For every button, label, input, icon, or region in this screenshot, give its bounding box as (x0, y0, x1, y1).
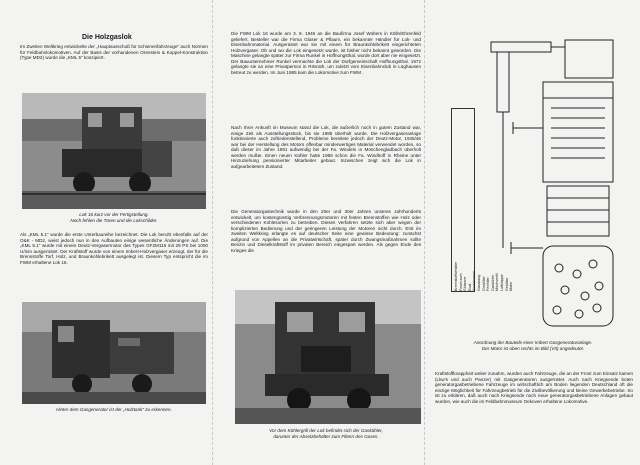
technology-paragraph: Die Generatorgastechnik wurde in den 20er und 30er Jahren unseres Jahrhunderts entwickelt, um kostengünstig Verbrennungsmotoren mit festen Brennstoffen wie Holz oder verschiedenen Kohlesorten zu betreiben. Dieses Verfahren setzte sich aber wegen der komplizierten Bedienung und der geringeren Leistung der Motoren nicht durch. Erst im zweiten Weltkrieg erlangte es auf deutscher Seite eine gewisse Bedeutung: zunächst aufgrund von Appellen an die Privatwirtschaft, später durch Zwangsmaßnahmen sollte Benzin und Dieselkraftstoff im privaten Bereich eingespart werden. Als gegen Ende des Krieges die (231, 209, 421, 253)
panel-left (0, 0, 212, 465)
legend-item: Gebläse (504, 277, 509, 291)
restoration-paragraph: Nach Ihrer Ankunft im Museum stand die Lok, die äußerlich noch in gutem Zustand war, einige Zeit als Ausstellungsstück, bis sie 1985 überholt wurde. Die Holzvergaseranlage funktionierte auch zufriedenstellend, Probleme bereitete jedoch der Deutz-Motor, 1945/46 war bei der Herstellung des Motors offenbar minderwertiges Material verwendet worden, so daß dieser im Jahre 1991 aufwendig bei der Fa. Windeln in Mönchengladbach überholt werden mußte. Einen neuen Kühler hatte 1986 schon die Fa. Windhoff in Rheine unter Hinzuziehung pensionierter Mitarbeiter gebaut. Inzwischen zeigt sich die Lok in aufgearbeitetem Zustand. (231, 125, 421, 169)
legend-item: Brennstoffbehälter (454, 261, 458, 291)
diagram-caption-line2: Der Motor ist oben rechts im Bild (VII) angedeutet. (481, 345, 585, 351)
legend-item: Gaskühler (490, 274, 495, 291)
photo-lok16-construction (22, 93, 206, 209)
photo-holztank (22, 302, 206, 404)
photo-caption-3-line1: Vor dem Kühlergrill der Lok befindet sich der Gaskühler, (269, 428, 383, 433)
page-title: Die Holzgaslok (82, 34, 132, 41)
legend-item: Rost (467, 283, 472, 291)
photo-caption-1-line2: Noch fehlen die Türen und die Lokschilder. (70, 217, 158, 223)
intro-paragraph: Im Zweiten Weltkrieg entwickelte der „Hauptausschuß für Schienenfahrzeuge“ auch Normen für Feldbahnlokomotiven. Auf der Basis der vorhandenen Orenstein & Koppel-Konstruktion (Type MD2) wurde die „KML 5“ konzipiert. (20, 44, 208, 61)
photo-caption-2: Hinter dem Gasgenerator ist der „Holztank“ zu erkennen. (56, 407, 172, 412)
history-paragraph: Die FWM Lok 16 wurde am 3. 9. 1946 an die Baufirma Josef Wolters in Kölln/Ehrenfeld geliefert. Besteller war die Firma Glaser & Pflaum, ein bekannter Händler für Lok- und Eisenbahnmaterial. Ausgerüstet war sie mit einem für Braunkohlebrikett eingerichteten Holzvergaser. Ob und wo die Lok eingesetzt wurde, ist bisher nicht bekannt geworden. Die Maschine gelangte später zur Firma Runkel in Hoffnungsthal, wurde dort aber nie eingesetzt. Der Bauunternehmer Runkel vermachte die Lok der Dorfgemeinschaft Hoffnungsthal. 1972 gelangte sie an eine Privatperson in Rösrath, um zuletzt vom Eisenbahnclub in Lüghausen betreut zu werden. Im Juni 1985 kam die Lokomotive zum FWM . (231, 31, 421, 75)
body-paragraph: Als „KML 5.1“ wurde die erste Unterbaureihe bezeichnet. Die Lok beruht ebenfalls auf der O&K - MD2, weist jedoch nun in den Aufbauten einige wesentliche Änderungen auf. Die „KML 5.1“ wurde mit einem Deutz-Vergasermotor des Types GF2M115 mit 25 PS bei 1000 U/min ausgerüstet. Der Kraftstoff wurde von einem Imbert-Holzvergaser erzeugt, der für die Brennstoffe Torf, Holz, und Braunkohlebrikett ausgelegt ist. Diesem Typ entspricht die im FWM erhaltene Lok 16. (20, 232, 208, 265)
photo-caption-3 (231, 428, 421, 439)
legend-item: Luftklappe (499, 274, 504, 291)
legend-item: Motor (509, 281, 514, 291)
legend-item: Aschenraum (472, 270, 477, 291)
legend-item: Mischventil (495, 273, 500, 291)
diagram-caption-line1: Anordnung der Bauteile einer Imbert Gasgeneratoranlage. (473, 340, 593, 345)
postwar-paragraph: Kraftstoffknappheit weiter zunahm, wurden auch Fahrzeuge, die an der Front zum Einsatz kamen (Lkw's und auch Panzer) mit Gasgeneratoren ausgerüstet. Auch nach Kriegsende boten generatorgasbetriebene Fahrzeuge im wirtschaftlich am Boden liegenden Deutschland oft die einzige Möglichkeit für Fahrzeugbetrieb für die Zivilbevölkerung und kleine Gewerbebetriebe. So ist zu erklären, daß auch nach Kriegsende noch neue generatorgasbetriebene Anlagen gebaut wurden, wie auch die im Feldbahnmuseum Oekoven erhaltene Lokomotive. (435, 371, 633, 404)
photo-caption-1 (20, 212, 208, 223)
diagram-caption (433, 340, 633, 351)
legend-item: Glutzone (463, 276, 468, 291)
panel-middle (212, 0, 424, 465)
legend-item: Feuerraum (458, 273, 463, 291)
legend-item: Grobfilter (481, 276, 486, 291)
photo-caption-1-line1: Lok 16 kurz vor der Fertigstellung. (79, 212, 149, 217)
photo-gaskuehler (235, 290, 421, 424)
panel-right (424, 0, 640, 465)
diagram-legend (451, 108, 514, 292)
legend-item: Feinfilter (486, 277, 491, 291)
photo-caption-3-line2: darunter der Absetzbehälter zum Filtern des Gases. (273, 433, 379, 439)
legend-item: Gasabzug (476, 274, 481, 291)
